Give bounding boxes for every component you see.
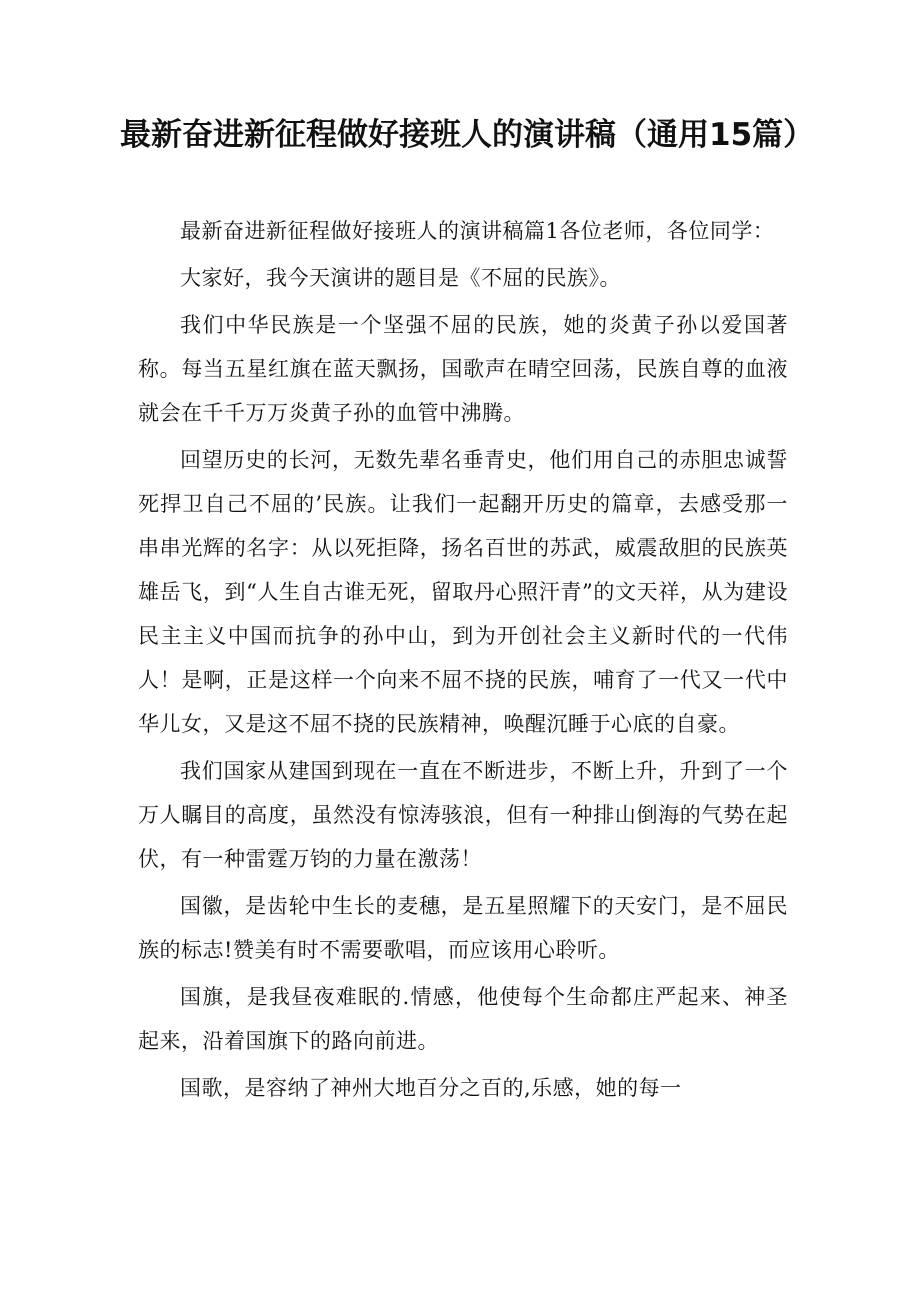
paragraph: 国歌，是容纳了神州大地百分之百的,乐感，她的每一 — [180, 1076, 682, 1100]
paragraph: 国徽，是齿轮中生长的麦穗，是五星照耀下的天安门，是不屈民族的标志!赞美有时不需要歌唱，而应该用心聆听。 — [138, 894, 788, 962]
paragraph: 我们国家从建国到现在一直在不断进步，不断上升，升到了一个万人瞩目的高度，虽然没有惊涛骇浪，但有一种排山倒海的气势在起伏，有一种雷霆万钧的力量在激荡！ — [138, 759, 788, 871]
paragraph: 国旗，是我昼夜难眠的.情感，他使每个生命都庄严起来、神圣起来，沿着国旗下的路向前进。 — [138, 985, 788, 1053]
paragraph: 最新奋进新征程做好接班人的演讲稿篇1各位老师，各位同学： — [180, 219, 775, 243]
document-title: 最新奋进新征程做好接班人的演讲稿（通用15篇） — [120, 117, 815, 153]
paragraph: 回望历史的长河，无数先辈名垂青史，他们用自己的赤胆忠诚誓死捍卫自己不屈的’民族。让我们一起翻开历史的篇章，去感受那一串串光辉的名字：从以死拒降，扬名百世的苏武，威震敌胆的民族英雄岳飞，到“人生自古谁无死，留取丹心照汗青”的文天祥，从为建设民主主义中国而抗争的孙中山，到为开创社会主义新时代的一代伟人！是啊，正是这样一个向来不屈不挠的民族，哺育了一代又一代中华儿女，又是这不屈不挠的民族精神，唤醒沉睡于心底的自豪。 — [138, 448, 788, 736]
paragraph: 大家好，我今天演讲的题目是《不屈的民族》。 — [180, 266, 621, 290]
paragraph: 我们中华民族是一个坚强不屈的民族，她的炎黄子孙以爱国著称。每当五星红旗在蓝天飘扬，国歌声在晴空回荡，民族自尊的血液就会在千千万万炎黄子孙的血管中沸腾。 — [138, 313, 788, 425]
document-body — [138, 209, 788, 1113]
